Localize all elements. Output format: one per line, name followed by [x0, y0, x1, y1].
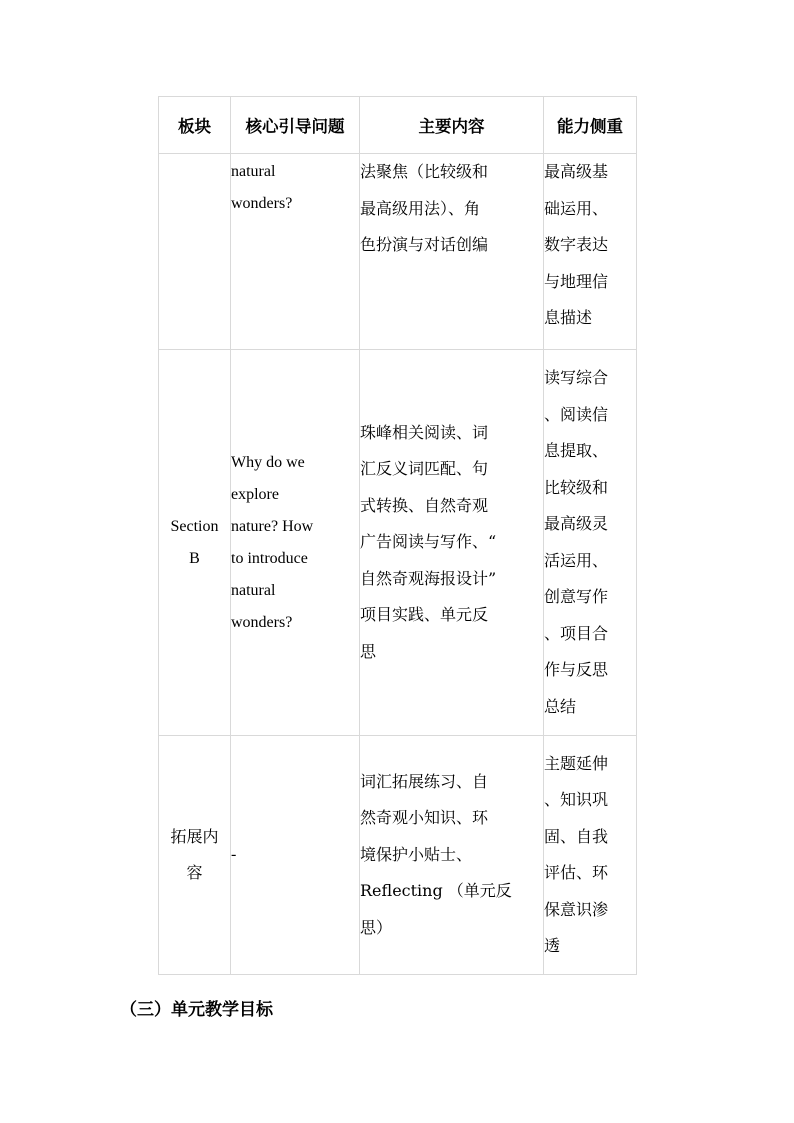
cell-section [159, 736, 231, 975]
cell-section-text: Section B [170, 517, 219, 567]
section-heading-unit-goals: （三）单元教学目标 [120, 1000, 273, 1020]
cell-content [360, 736, 544, 975]
cell-content-text: 词汇拓展练习、自 然奇观小知识、环 境保护小贴士、 Reflecting （单元反 思） [360, 771, 512, 937]
header-skill-focus: 能力侧重 [544, 97, 637, 154]
header-core-question: 核心引导问题 [231, 97, 360, 154]
cell-section [159, 154, 231, 350]
cell-question-text: natural wonders? [231, 163, 293, 212]
cell-content [360, 154, 544, 350]
cell-skills-text: 主题延伸 、知识巩 固、自我 评估、环 保意识渗 透 [544, 753, 609, 955]
table-row [159, 350, 637, 736]
cell-content-text: 珠峰相关阅读、词 汇反义词匹配、句 式转换、自然奇观 广告阅读与写作、“ 自然奇观海报设计” 项目实践、单元反 思 [360, 422, 497, 661]
cell-section-text: 拓展内 容 [170, 826, 219, 882]
header-main-content: 主要内容 [360, 97, 544, 154]
cell-question-text: - [231, 846, 237, 863]
cell-skills [544, 350, 637, 736]
unit-overview-table [158, 96, 637, 975]
cell-question [231, 350, 360, 736]
table-row [159, 736, 637, 975]
cell-content-text: 法聚焦（比较级和 最高级用法）、角 色扮演与对话创编 [360, 162, 489, 254]
cell-question [231, 736, 360, 975]
cell-skills-text: 读写综合 、阅读信 息提取、 比较级和 最高级灵 活运用、 创意写作 、项目合 作与反思 总结 [544, 368, 609, 716]
cell-section [159, 350, 231, 736]
header-section: 板块 [159, 97, 231, 154]
cell-skills-text: 最高级基 础运用、 数字表达 与地理信 息描述 [544, 162, 609, 327]
cell-skills [544, 154, 637, 350]
cell-question-text: Why do we explore nature? How to introduce natural wonders? [231, 453, 314, 631]
cell-question [231, 154, 360, 350]
cell-content [360, 350, 544, 736]
cell-skills [544, 736, 637, 975]
table-row [159, 154, 637, 350]
table-header-row [159, 97, 637, 154]
